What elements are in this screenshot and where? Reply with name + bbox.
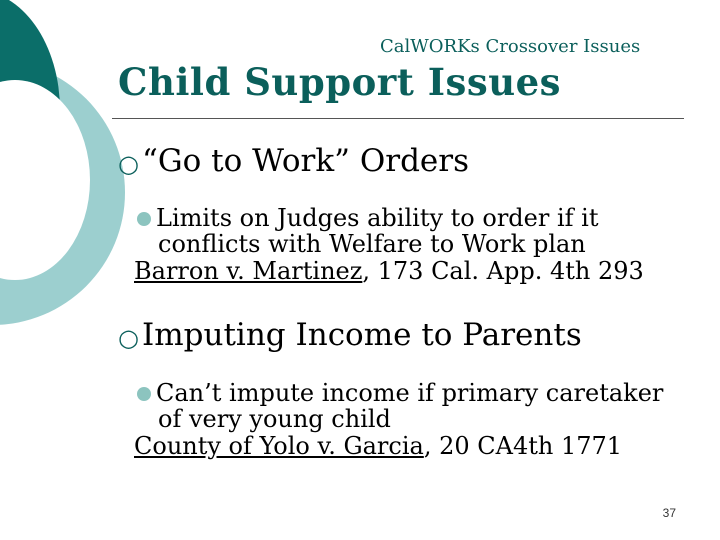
sub-bullet-line: Can’t impute income if primary caretaker [156, 379, 664, 407]
hollow-circle-icon: ○ [118, 150, 139, 178]
citation-text: , 173 Cal. App. 4th 293 [362, 257, 644, 285]
slide-subtitle: CalWORKs Crossover Issues [380, 36, 641, 57]
citation-text: , 20 CA4th 1771 [423, 432, 623, 460]
title-divider [112, 118, 684, 119]
sub-bullet-line: conflicts with Welfare to Work plan [158, 230, 586, 258]
page-number: 37 [662, 506, 676, 520]
sub-bullet-line: of very young child [158, 405, 391, 433]
slide-title: Child Support Issues [118, 60, 561, 104]
case-citation [134, 258, 644, 284]
bullet-heading: “Go to Work” Orders [142, 143, 469, 179]
case-citation [134, 433, 622, 459]
filled-circle-icon [137, 387, 151, 401]
case-name: Barron v. Martinez [134, 257, 363, 285]
hollow-circle-icon: ○ [118, 324, 139, 352]
sub-bullet-line: Limits on Judges ability to order if it [156, 204, 599, 232]
bullet-heading: Imputing Income to Parents [142, 317, 582, 353]
case-name: County of Yolo v. Garcia [134, 432, 424, 460]
filled-circle-icon [137, 212, 151, 226]
